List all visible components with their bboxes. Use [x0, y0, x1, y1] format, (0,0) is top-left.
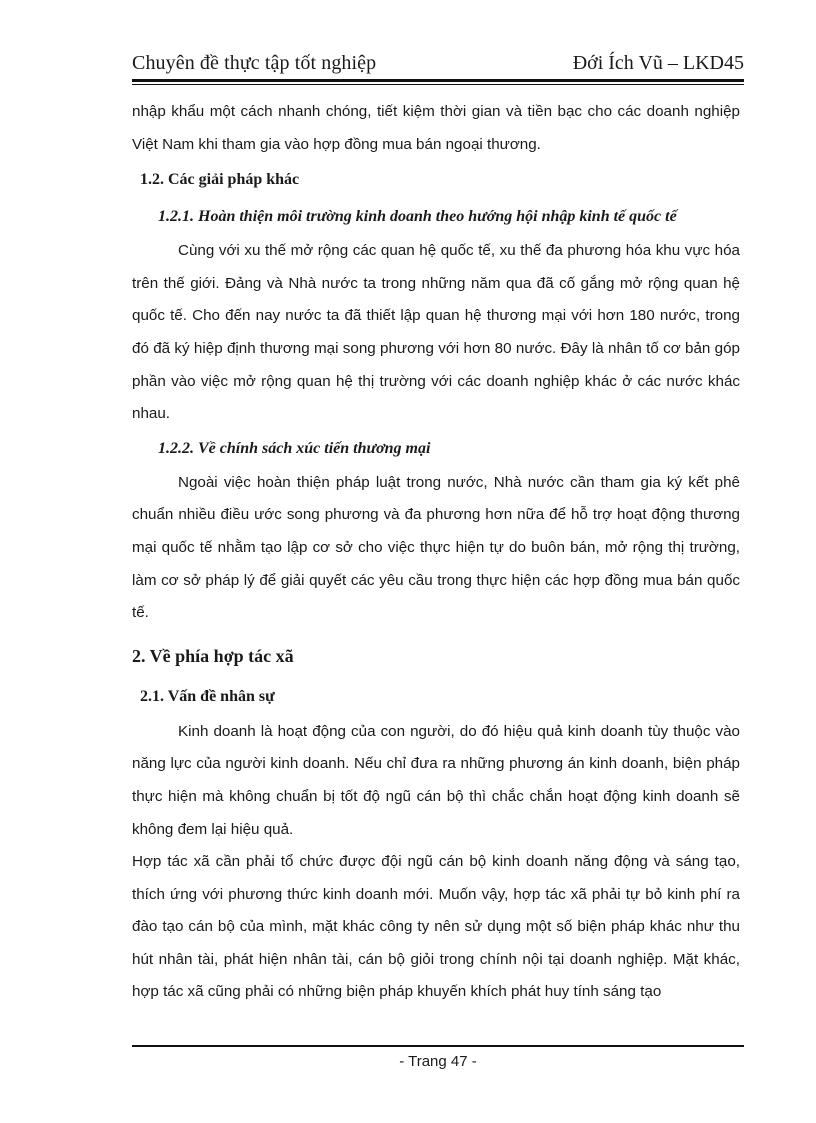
paragraph-1-2-2: Ngoài việc hoàn thiện pháp luật trong nước, Nhà nước cần tham gia ký kết phê chuẩn nhiều điều ước song phương và đa phương hơn nữa để hỗ trợ hoạt động thương mại quốc tế nhằm tạo lập cơ sở cho việc thực hiện tự do buôn bán, mở rộng thị trường, làm cơ sở pháp lý để giải quyết các yêu cầu trong thực hiện các hợp đồng mua bán quốc tế. [132, 473, 740, 622]
paragraph-2-1-a: Kinh doanh là hoạt động của con người, do đó hiệu quả kinh doanh tùy thuộc vào năng lực của người kinh doanh. Nếu chỉ đưa ra những phương án kinh doanh, biện pháp thực hiện mà không chuẩn bị tốt độ ngũ cán bộ thì chắc chắn hoạt động kinh doanh sẽ không đem lại hiệu quả. [132, 722, 740, 838]
header-rule-thick [132, 79, 744, 82]
footer-rule [132, 1045, 744, 1047]
paragraph-intro: nhập khẩu một cách nhanh chóng, tiết kiệm thời gian và tiền bạc cho các doanh nghiệp Việt Nam khi tham gia vào hợp đồng mua bán ngoại thương. [132, 103, 740, 153]
header-author: Đới Ích Vũ – LKD45 [572, 52, 744, 74]
heading-1-2-1: 1.2.1. Hoàn thiện môi trường kinh doanh theo hướng hội nhập kinh tế quốc tế [158, 208, 677, 226]
heading-1-2: 1.2. Các giải pháp khác [140, 171, 300, 189]
page-header [132, 52, 744, 82]
paragraph-1-2-1: Cùng với xu thế mở rộng các quan hệ quốc tế, xu thế đa phương hóa khu vực hóa trên thế giới. Đảng và Nhà nước ta trong những năm qua đã cố gắng mở rộng quan hệ quốc tế. Cho đến nay nước ta đã thiết lập quan hệ thương mại với hơn 180 nước, trong đó đã ký hiệp định thương mại song phương với hơn 80 nước. Đây là nhân tố cơ bản góp phần vào việc mở rộng quan hệ thị trường với các doanh nghiệp khác ở các nước khác nhau. [132, 242, 740, 423]
header-rule-thin [132, 84, 744, 85]
heading-1-2-2: 1.2.2. Về chính sách xúc tiến thương mại [158, 439, 431, 457]
heading-2: 2. Về phía hợp tác xã [132, 645, 294, 666]
paragraph-2-1-b: Hợp tác xã cần phải tổ chức được đội ngũ cán bộ kinh doanh năng động và sáng tạo, thích ứng với phương thức kinh doanh mới. Muốn vậy, hợp tác xã phải tự bỏ kinh phí ra đào tạo cán bộ của mình, mặt khác công ty nên sử dụng một số biện pháp khác như thu hút nhân tài, phát hiện nhân tài, cán bộ giỏi trong chính nội tại doanh nghiệp. Mặt khác, hợp tác xã cũng phải có những biện pháp khuyến khích phát huy tính sáng tạo [132, 853, 740, 1001]
page-body [132, 96, 740, 1009]
page-number: - Trang 47 - [399, 1053, 477, 1070]
header-title: Chuyên đề thực tập tốt nghiệp [132, 52, 377, 74]
heading-2-1: 2.1. Vấn đề nhân sự [140, 687, 275, 705]
